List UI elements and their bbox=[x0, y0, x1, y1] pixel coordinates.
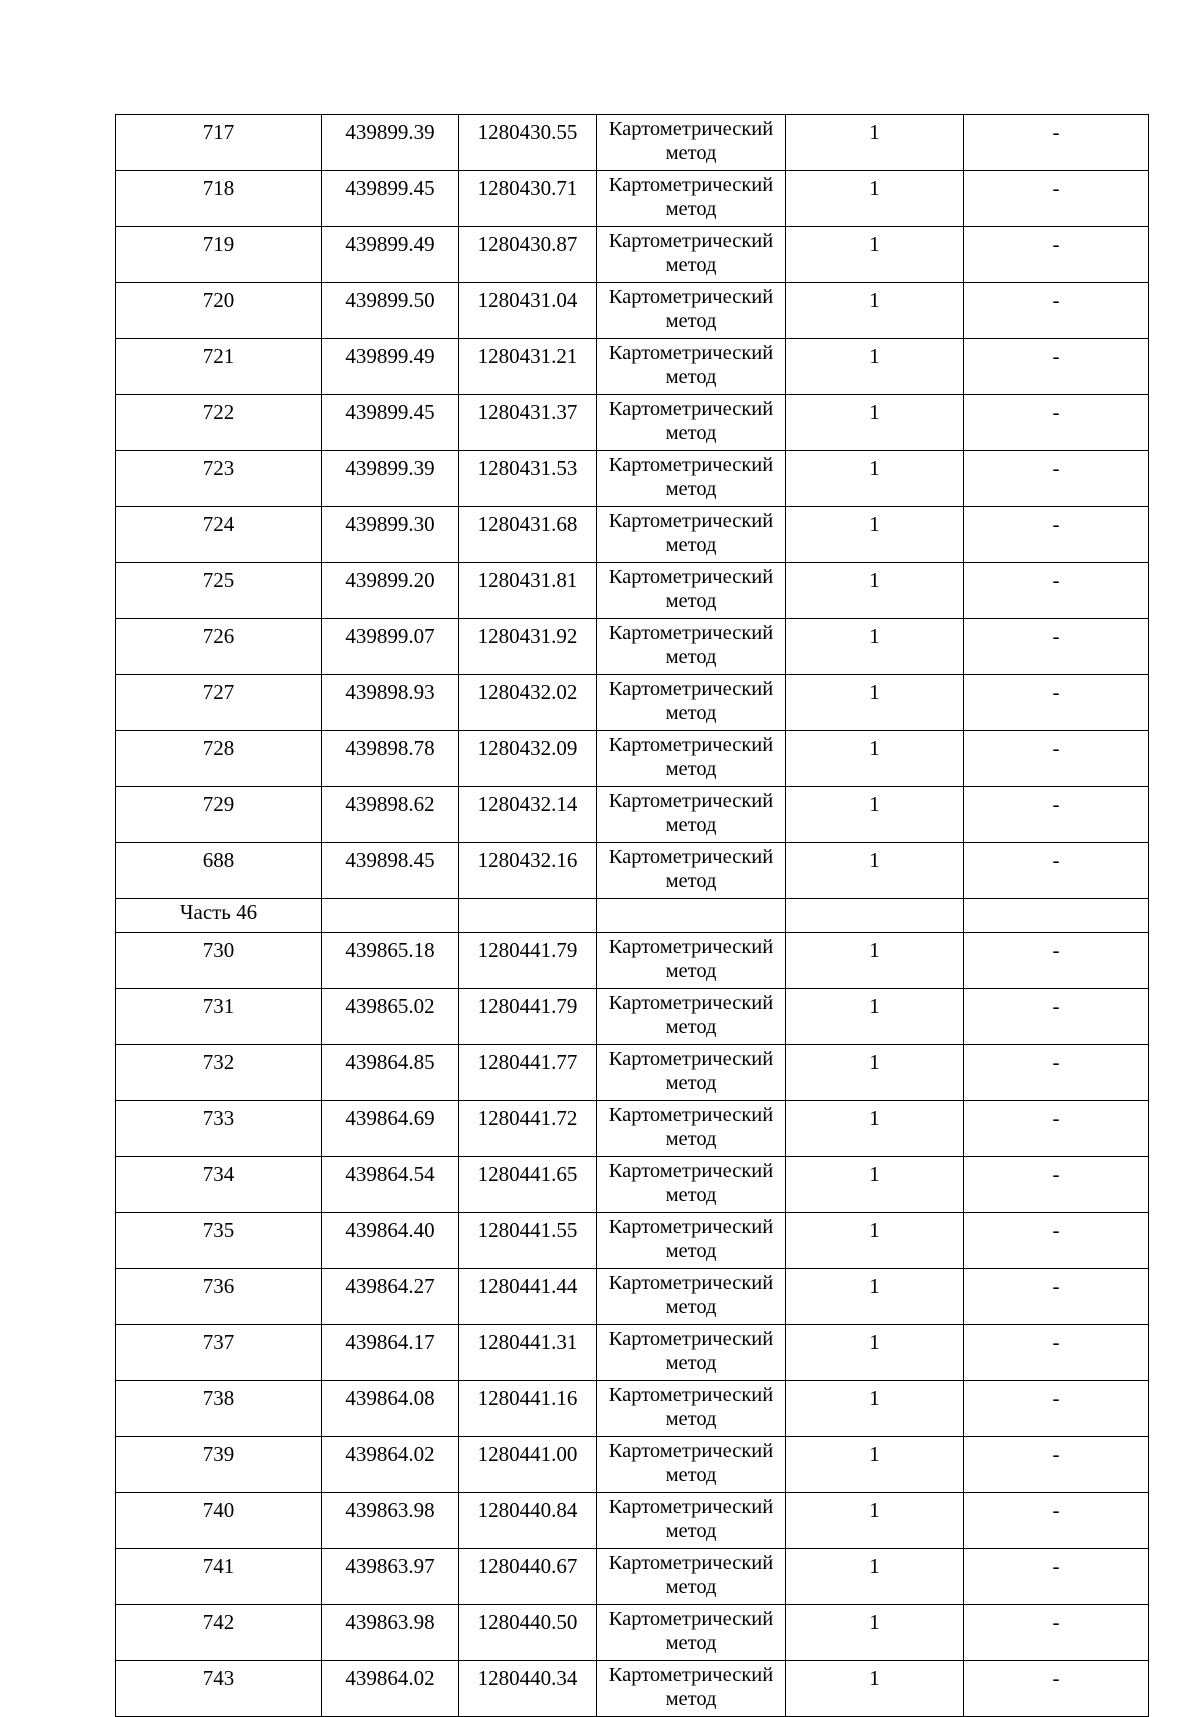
table-row bbox=[116, 451, 1149, 507]
point-number-cell: 734 bbox=[116, 1157, 322, 1213]
point-number-cell: 733 bbox=[116, 1101, 322, 1157]
description-cell: - bbox=[964, 1493, 1149, 1549]
x-coordinate-cell: 439899.20 bbox=[322, 563, 459, 619]
accuracy-cell: 1 bbox=[786, 563, 964, 619]
table-row bbox=[116, 933, 1149, 989]
y-coordinate-cell: 1280431.92 bbox=[459, 619, 597, 675]
accuracy-cell: 1 bbox=[786, 1101, 964, 1157]
point-number-cell: 736 bbox=[116, 1269, 322, 1325]
y-coordinate-cell: 1280441.00 bbox=[459, 1437, 597, 1493]
x-coordinate-cell: 439864.02 bbox=[322, 1437, 459, 1493]
x-coordinate-cell: 439899.39 bbox=[322, 451, 459, 507]
table-row bbox=[116, 1605, 1149, 1661]
point-number-cell: 729 bbox=[116, 787, 322, 843]
method-cell: Картометрический метод bbox=[597, 1325, 786, 1381]
description-cell: - bbox=[964, 1437, 1149, 1493]
y-coordinate-cell: 1280441.79 bbox=[459, 989, 597, 1045]
x-coordinate-cell: 439898.78 bbox=[322, 731, 459, 787]
x-coordinate-cell: 439865.02 bbox=[322, 989, 459, 1045]
y-coordinate-cell: 1280430.71 bbox=[459, 171, 597, 227]
x-coordinate-cell: 439898.93 bbox=[322, 675, 459, 731]
description-cell: - bbox=[964, 1381, 1149, 1437]
point-number-cell: 731 bbox=[116, 989, 322, 1045]
description-cell: - bbox=[964, 115, 1149, 171]
table-row bbox=[116, 787, 1149, 843]
description-cell: - bbox=[964, 395, 1149, 451]
y-coordinate-cell: 1280432.16 bbox=[459, 843, 597, 899]
y-coordinate-cell: 1280441.79 bbox=[459, 933, 597, 989]
accuracy-cell: 1 bbox=[786, 1605, 964, 1661]
method-cell: Картометрический метод bbox=[597, 115, 786, 171]
table-row bbox=[116, 115, 1149, 171]
table-row bbox=[116, 395, 1149, 451]
description-cell: - bbox=[964, 1269, 1149, 1325]
description-cell: - bbox=[964, 227, 1149, 283]
accuracy-cell: 1 bbox=[786, 1437, 964, 1493]
y-coordinate-cell: 1280432.14 bbox=[459, 787, 597, 843]
x-coordinate-cell: 439864.02 bbox=[322, 1661, 459, 1717]
table-row bbox=[116, 1269, 1149, 1325]
y-coordinate-cell: 1280441.31 bbox=[459, 1325, 597, 1381]
description-cell: - bbox=[964, 1605, 1149, 1661]
method-cell: Картометрический метод bbox=[597, 1605, 786, 1661]
description-cell: - bbox=[964, 1661, 1149, 1717]
table-row bbox=[116, 283, 1149, 339]
point-number-cell: 725 bbox=[116, 563, 322, 619]
description-cell: - bbox=[964, 1157, 1149, 1213]
description-cell: - bbox=[964, 989, 1149, 1045]
accuracy-cell: 1 bbox=[786, 1213, 964, 1269]
method-cell: Картометрический метод bbox=[597, 1437, 786, 1493]
accuracy-cell: 1 bbox=[786, 619, 964, 675]
method-cell: Картометрический метод bbox=[597, 1549, 786, 1605]
point-number-cell: 730 bbox=[116, 933, 322, 989]
table-row bbox=[116, 989, 1149, 1045]
accuracy-cell: 1 bbox=[786, 1381, 964, 1437]
point-number-cell: 688 bbox=[116, 843, 322, 899]
description-cell: - bbox=[964, 451, 1149, 507]
description-cell: - bbox=[964, 731, 1149, 787]
y-coordinate-cell: 1280441.16 bbox=[459, 1381, 597, 1437]
x-coordinate-cell: 439864.69 bbox=[322, 1101, 459, 1157]
point-number-cell: 743 bbox=[116, 1661, 322, 1717]
x-coordinate-cell: 439899.45 bbox=[322, 171, 459, 227]
point-number-cell: 742 bbox=[116, 1605, 322, 1661]
description-cell: - bbox=[964, 1101, 1149, 1157]
x-coordinate-cell: 439864.85 bbox=[322, 1045, 459, 1101]
empty-cell bbox=[322, 899, 459, 933]
x-coordinate-cell: 439899.50 bbox=[322, 283, 459, 339]
y-coordinate-cell: 1280431.37 bbox=[459, 395, 597, 451]
point-number-cell: 732 bbox=[116, 1045, 322, 1101]
table-row bbox=[116, 1437, 1149, 1493]
method-cell: Картометрический метод bbox=[597, 171, 786, 227]
accuracy-cell: 1 bbox=[786, 1493, 964, 1549]
table-row bbox=[116, 507, 1149, 563]
part-label-cell: Часть 46 bbox=[116, 899, 322, 933]
point-number-cell: 726 bbox=[116, 619, 322, 675]
y-coordinate-cell: 1280430.87 bbox=[459, 227, 597, 283]
table-row bbox=[116, 619, 1149, 675]
table-row bbox=[116, 1157, 1149, 1213]
method-cell: Картометрический метод bbox=[597, 1101, 786, 1157]
y-coordinate-cell: 1280441.44 bbox=[459, 1269, 597, 1325]
description-cell: - bbox=[964, 507, 1149, 563]
x-coordinate-cell: 439899.49 bbox=[322, 227, 459, 283]
y-coordinate-cell: 1280440.34 bbox=[459, 1661, 597, 1717]
method-cell: Картометрический метод bbox=[597, 451, 786, 507]
x-coordinate-cell: 439899.49 bbox=[322, 339, 459, 395]
point-number-cell: 717 bbox=[116, 115, 322, 171]
method-cell: Картометрический метод bbox=[597, 395, 786, 451]
table-row bbox=[116, 1493, 1149, 1549]
empty-cell bbox=[459, 899, 597, 933]
y-coordinate-cell: 1280431.04 bbox=[459, 283, 597, 339]
part-header-row bbox=[116, 899, 1149, 933]
accuracy-cell: 1 bbox=[786, 731, 964, 787]
y-coordinate-cell: 1280430.55 bbox=[459, 115, 597, 171]
point-number-cell: 727 bbox=[116, 675, 322, 731]
x-coordinate-cell: 439864.54 bbox=[322, 1157, 459, 1213]
table-row bbox=[116, 1325, 1149, 1381]
table-row bbox=[116, 1213, 1149, 1269]
point-number-cell: 719 bbox=[116, 227, 322, 283]
x-coordinate-cell: 439863.98 bbox=[322, 1605, 459, 1661]
method-cell: Картометрический метод bbox=[597, 227, 786, 283]
description-cell: - bbox=[964, 171, 1149, 227]
accuracy-cell: 1 bbox=[786, 843, 964, 899]
point-number-cell: 735 bbox=[116, 1213, 322, 1269]
y-coordinate-cell: 1280431.53 bbox=[459, 451, 597, 507]
description-cell: - bbox=[964, 619, 1149, 675]
coordinates-table-body bbox=[116, 115, 1149, 1717]
y-coordinate-cell: 1280431.68 bbox=[459, 507, 597, 563]
method-cell: Картометрический метод bbox=[597, 1045, 786, 1101]
method-cell: Картометрический метод bbox=[597, 675, 786, 731]
accuracy-cell: 1 bbox=[786, 451, 964, 507]
description-cell: - bbox=[964, 563, 1149, 619]
accuracy-cell: 1 bbox=[786, 507, 964, 563]
point-number-cell: 740 bbox=[116, 1493, 322, 1549]
table-row bbox=[116, 843, 1149, 899]
method-cell: Картометрический метод bbox=[597, 283, 786, 339]
description-cell: - bbox=[964, 675, 1149, 731]
point-number-cell: 737 bbox=[116, 1325, 322, 1381]
description-cell: - bbox=[964, 843, 1149, 899]
table-row bbox=[116, 731, 1149, 787]
x-coordinate-cell: 439899.07 bbox=[322, 619, 459, 675]
x-coordinate-cell: 439899.39 bbox=[322, 115, 459, 171]
point-number-cell: 721 bbox=[116, 339, 322, 395]
accuracy-cell: 1 bbox=[786, 395, 964, 451]
method-cell: Картометрический метод bbox=[597, 1493, 786, 1549]
method-cell: Картометрический метод bbox=[597, 1157, 786, 1213]
y-coordinate-cell: 1280440.84 bbox=[459, 1493, 597, 1549]
accuracy-cell: 1 bbox=[786, 283, 964, 339]
table-row bbox=[116, 1381, 1149, 1437]
method-cell: Картометрический метод bbox=[597, 1661, 786, 1717]
x-coordinate-cell: 439898.45 bbox=[322, 843, 459, 899]
accuracy-cell: 1 bbox=[786, 933, 964, 989]
method-cell: Картометрический метод bbox=[597, 1269, 786, 1325]
x-coordinate-cell: 439899.30 bbox=[322, 507, 459, 563]
x-coordinate-cell: 439864.40 bbox=[322, 1213, 459, 1269]
table-row bbox=[116, 171, 1149, 227]
table-row bbox=[116, 1661, 1149, 1717]
point-number-cell: 728 bbox=[116, 731, 322, 787]
accuracy-cell: 1 bbox=[786, 675, 964, 731]
accuracy-cell: 1 bbox=[786, 227, 964, 283]
accuracy-cell: 1 bbox=[786, 171, 964, 227]
accuracy-cell: 1 bbox=[786, 115, 964, 171]
y-coordinate-cell: 1280441.65 bbox=[459, 1157, 597, 1213]
description-cell: - bbox=[964, 1549, 1149, 1605]
empty-cell bbox=[964, 899, 1149, 933]
table-row bbox=[116, 1045, 1149, 1101]
accuracy-cell: 1 bbox=[786, 989, 964, 1045]
empty-cell bbox=[786, 899, 964, 933]
description-cell: - bbox=[964, 283, 1149, 339]
method-cell: Картометрический метод bbox=[597, 731, 786, 787]
x-coordinate-cell: 439864.08 bbox=[322, 1381, 459, 1437]
y-coordinate-cell: 1280431.81 bbox=[459, 563, 597, 619]
point-number-cell: 724 bbox=[116, 507, 322, 563]
x-coordinate-cell: 439863.98 bbox=[322, 1493, 459, 1549]
accuracy-cell: 1 bbox=[786, 1269, 964, 1325]
x-coordinate-cell: 439864.27 bbox=[322, 1269, 459, 1325]
accuracy-cell: 1 bbox=[786, 1157, 964, 1213]
y-coordinate-cell: 1280440.50 bbox=[459, 1605, 597, 1661]
table-row bbox=[116, 339, 1149, 395]
method-cell: Картометрический метод bbox=[597, 563, 786, 619]
point-number-cell: 741 bbox=[116, 1549, 322, 1605]
description-cell: - bbox=[964, 1045, 1149, 1101]
method-cell: Картометрический метод bbox=[597, 933, 786, 989]
x-coordinate-cell: 439863.97 bbox=[322, 1549, 459, 1605]
method-cell: Картометрический метод bbox=[597, 1213, 786, 1269]
description-cell: - bbox=[964, 1325, 1149, 1381]
accuracy-cell: 1 bbox=[786, 787, 964, 843]
y-coordinate-cell: 1280432.02 bbox=[459, 675, 597, 731]
point-number-cell: 718 bbox=[116, 171, 322, 227]
x-coordinate-cell: 439898.62 bbox=[322, 787, 459, 843]
method-cell: Картометрический метод bbox=[597, 619, 786, 675]
y-coordinate-cell: 1280440.67 bbox=[459, 1549, 597, 1605]
table-row bbox=[116, 563, 1149, 619]
x-coordinate-cell: 439899.45 bbox=[322, 395, 459, 451]
x-coordinate-cell: 439864.17 bbox=[322, 1325, 459, 1381]
table-row bbox=[116, 675, 1149, 731]
y-coordinate-cell: 1280431.21 bbox=[459, 339, 597, 395]
description-cell: - bbox=[964, 933, 1149, 989]
point-number-cell: 723 bbox=[116, 451, 322, 507]
accuracy-cell: 1 bbox=[786, 1325, 964, 1381]
method-cell: Картометрический метод bbox=[597, 989, 786, 1045]
coordinates-table bbox=[115, 114, 1149, 1717]
method-cell: Картометрический метод bbox=[597, 339, 786, 395]
description-cell: - bbox=[964, 1213, 1149, 1269]
table-row bbox=[116, 1101, 1149, 1157]
point-number-cell: 739 bbox=[116, 1437, 322, 1493]
x-coordinate-cell: 439865.18 bbox=[322, 933, 459, 989]
description-cell: - bbox=[964, 787, 1149, 843]
point-number-cell: 720 bbox=[116, 283, 322, 339]
table-row bbox=[116, 1549, 1149, 1605]
empty-cell bbox=[597, 899, 786, 933]
point-number-cell: 722 bbox=[116, 395, 322, 451]
method-cell: Картометрический метод bbox=[597, 843, 786, 899]
y-coordinate-cell: 1280441.77 bbox=[459, 1045, 597, 1101]
method-cell: Картометрический метод bbox=[597, 507, 786, 563]
accuracy-cell: 1 bbox=[786, 339, 964, 395]
accuracy-cell: 1 bbox=[786, 1549, 964, 1605]
point-number-cell: 738 bbox=[116, 1381, 322, 1437]
accuracy-cell: 1 bbox=[786, 1045, 964, 1101]
table-row bbox=[116, 227, 1149, 283]
method-cell: Картометрический метод bbox=[597, 1381, 786, 1437]
y-coordinate-cell: 1280441.55 bbox=[459, 1213, 597, 1269]
method-cell: Картометрический метод bbox=[597, 787, 786, 843]
y-coordinate-cell: 1280441.72 bbox=[459, 1101, 597, 1157]
y-coordinate-cell: 1280432.09 bbox=[459, 731, 597, 787]
accuracy-cell: 1 bbox=[786, 1661, 964, 1717]
description-cell: - bbox=[964, 339, 1149, 395]
